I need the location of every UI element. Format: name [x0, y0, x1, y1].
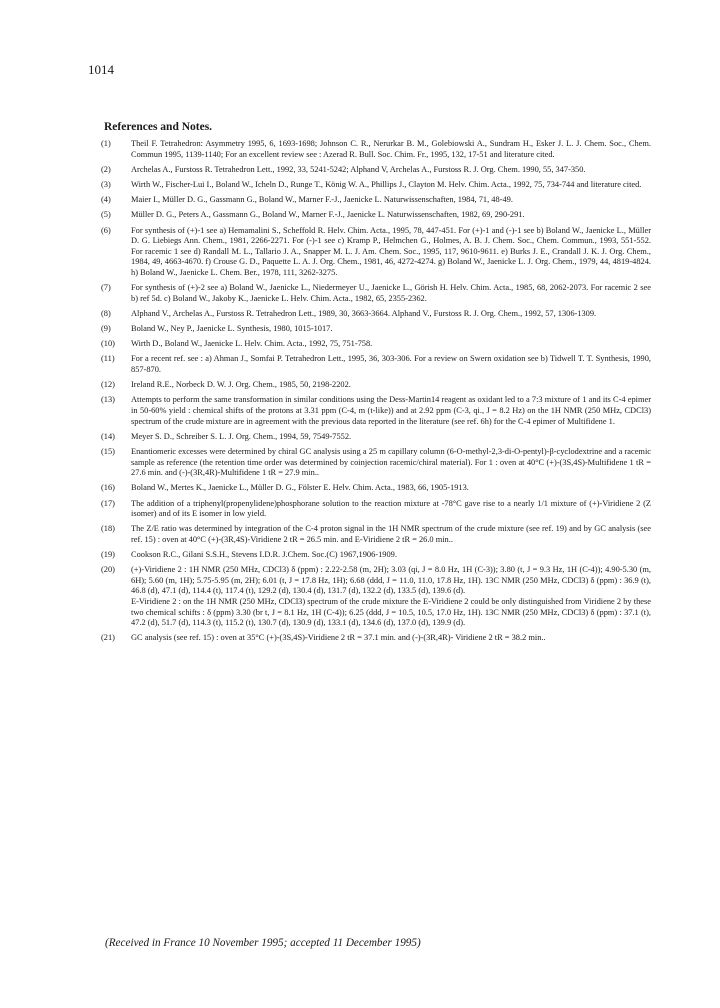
reference-item: [101, 339, 651, 350]
reference-text: The addition of a triphenyl(propenylidene)phosphorane solution to the reaction mixture at -78°C gave rise to a nearly 1/1 mixture of (+)-Viridiene 2 (Z isomer) and of its E isomer in low yield.: [131, 498, 651, 519]
reference-number: (18): [101, 524, 115, 534]
reference-number: (5): [101, 210, 111, 220]
reference-item: [101, 195, 651, 206]
reference-text: Cookson R.C., Gilani S.S.H., Stevens I.D.R. J.Chem. Soc.(C) 1967,1906-1909.: [131, 550, 397, 560]
reference-item: [101, 180, 651, 191]
reference-text: Boland W., Ney P., Jaenicke L. Synthesis, 1980, 1015-1017.: [131, 324, 333, 334]
reference-item: [101, 380, 651, 391]
reference-item: [101, 499, 651, 520]
references-heading: References and Notes.: [104, 121, 213, 133]
reference-item: [101, 524, 651, 545]
reference-text: Boland W., Mertes K., Jaenicke L., Müller D. G., Fölster E. Helv. Chim. Acta., 1983, 66, 1905-1913.: [131, 483, 469, 493]
reference-text: Ireland R.E., Norbeck D. W. J. Org. Chem., 1985, 50, 2198-2202.: [131, 380, 351, 390]
reference-item: [101, 432, 651, 443]
reference-number: (3): [101, 179, 111, 189]
reference-list: [101, 139, 651, 649]
reference-number: (20): [101, 565, 115, 575]
reference-item: [101, 324, 651, 335]
reference-item: [101, 309, 651, 320]
reference-text: Maier I., Müller D. G., Gassmann G., Boland W., Marner F.-J., Jaenicke L. Naturwissenschaften, 1984, 71, 48-49.: [131, 195, 513, 205]
reference-number: (11): [101, 354, 115, 364]
reference-item: [101, 483, 651, 494]
reference-number: (8): [101, 308, 111, 318]
reference-item: [101, 210, 651, 221]
reference-text: Wirth D., Boland W., Jaenicke L. Helv. Chim. Acta., 1992, 75, 751-758.: [131, 339, 373, 349]
reference-number: (15): [101, 446, 115, 456]
reference-text: Attempts to perform the same transformation in similar conditions using the Dess-Martin14 reagent as oxidant led to a 7:3 mixture of 1 and its C-4 epimer in 50-60% yield : chemical shifts of the protons at 3.31 ppm (C-4, m (t-like)) and at 2.92 ppm (C-3, qi., J = 8.2 Hz) on the 1H NMR (250 MHz, CDCl3) spectrum of the crude mixture are in agreement with the previous data reported in the literature (see ref. 6h) for the C-4 epimer of Multifidene 1.: [131, 395, 651, 426]
reference-number: (19): [101, 550, 115, 560]
page-number: 1014: [88, 62, 114, 77]
reference-item: [101, 550, 651, 561]
reference-number: (1): [101, 139, 111, 148]
reference-text: GC analysis (see ref. 15) : oven at 35°C (+)-(3S,4S)-Viridiene 2 tR = 37.1 min. and (-)-(3R,4R)- Viridiene 2 tR = 38.2 min..: [131, 633, 546, 643]
reference-text: For synthesis of (+)-1 see a) Hemamalini S., Scheffold R. Helv. Chim. Acta., 1995, 78, 447-451. For (+)-1 and (-)-1 see b) Boland W., Jaenicke L., Müller D. G. Liebiegs Ann. Chem., 1981, 2266-2271. For (-)-1 see c) Kramp P., Helmchen G., Holmes, A. B. J. Chem. Soc., Chem. Commun., 1993, 551-552. For racemic 1 see d) Randall M. L., Tallario J. A., Snapper M. L. J. Am. Chem. Soc., 1995, 117, 9610-9611. e) Burks J. E., Crandall J. K. J. Org. Chem., 1984, 49, 4663-4670. f) Crouse G. D., Paquette L. A. J. Org. Chem., 1981, 46, 4272-4274. g) Boland W., Jaenicke L. J. Org. Chem., 1979, 44, 4819-4824. h) Boland W., Jaenicke L. Chem. Ber., 1978, 111, 3262-3275.: [131, 225, 651, 277]
reference-item: [101, 395, 651, 427]
reference-number: (21): [101, 633, 115, 643]
reference-text: Müller D. G., Peters A., Gassmann G., Boland W., Marner F.-J., Jaenicke L. Naturwissenschaften, 1982, 69, 290-291.: [131, 210, 525, 220]
reference-item: [101, 565, 651, 629]
reference-text: For synthesis of (+)-2 see a) Boland W., Jaenicke L., Niedermeyer U., Jaenicke L., Görish H. Helv. Chim. Acta., 1985, 68, 2062-2073. For racemic 2 see b) ref 5d. c) Boland W., Jakoby K., Jaenicke L. Helv. Chim. Acta., 1982, 65, 2355-2362.: [131, 283, 651, 303]
reference-text: Enantiomeric excesses were determined by chiral GC analysis using a 25 m capillary column (6-O-methyl-2,3-di-O-pentyl)-β-cyclodextrine and a racemic sample as reference (the retention time order was determined by coinjection racemic/chiral material). For 1 : oven at 40°C (+)-(3S,4S)-Multifidene 1 tR = 27.6 min. and (-)-(3R,4R)-Multifidene 1 tR = 27.9 min..: [131, 446, 651, 478]
reference-item: [101, 447, 651, 479]
reference-item: [101, 354, 651, 375]
reference-number: (10): [101, 339, 115, 349]
reference-number: (7): [101, 283, 111, 293]
reference-item: [101, 226, 651, 279]
reference-number: (2): [101, 164, 111, 174]
reference-text: For a recent ref. see : a) Ahman J., Somfai P. Tetrahedron Lett., 1995, 36, 303-306. For a review on Swern oxidation see b) Tidwell T. T. Synthesis, 1990, 857-870.: [131, 354, 651, 375]
reference-number: (4): [101, 195, 111, 205]
reference-text: Alphand V., Archelas A., Furstoss R. Tetrahedron Lett., 1989, 30, 3663-3664. Alphand V., Furstoss R. J. Org. Chem., 1992, 57, 1306-1309.: [131, 308, 597, 318]
reference-number: (12): [101, 380, 115, 390]
reference-number: (17): [101, 498, 115, 508]
reference-text: Theil F. Tetrahedron: Asymmetry 1995, 6, 1693-1698; Johnson C. R., Nerurkar B. M., Golebiowski A., Sundram H., Esker J. L. J. Chem. Soc., Chem. Commun 1995, 1139-1140; For an excellent review see : Azerad R. Bull. Soc. Chim. Fr., 1995, 132, 17-51 and literature cited.: [131, 139, 651, 159]
reference-text: The Z/E ratio was determined by integration of the C-4 proton signal in the 1H NMR spectrum of the crude mixture (see ref. 19) and by GC analysis (see ref. 15) : oven at 40°C (+)-(3R,4S)-Viridiene 2 tR = 26.5 min. and E-Viridiene 2 tR = 26.0 min..: [131, 524, 651, 544]
reference-number: (9): [101, 324, 111, 334]
received-note: (Received in France 10 November 1995; accepted 11 December 1995): [105, 937, 421, 949]
reference-number: (14): [101, 431, 115, 441]
reference-number: (16): [101, 483, 115, 493]
reference-item: [101, 165, 651, 176]
reference-text: E-Viridiene 2 : on the 1H NMR (250 MHz, CDCl3) spectrum of the crude mixture the E-Viridiene 2 could be only distinguished from Viridiene 2 by these two chemical schifts : δ (ppm) 3.30 (br t, J = 8.1 Hz, 1H (C-4)); 6.25 (ddd, J = 10.5, 10.5, 17.0 Hz, 1H). 13C NMR (250 MHz, CDCl3) δ (ppm) : 37.1 (t), 47.2 (d), 51.7 (d), 114.3 (t), 115.2 (t), 130.7 (d), 130.9 (d), 133.1 (d), 134.6 (d), 137.0 (d), 139.9 (d).: [131, 597, 651, 628]
reference-item: [101, 139, 651, 160]
reference-text: Archelas A., Furstoss R. Tetrahedron Lett., 1992, 33, 5241-5242; Alphand V, Archelas A., Furstoss R. J. Org. Chem. 1990, 55, 347-350.: [131, 164, 586, 174]
reference-item: [101, 283, 651, 304]
reference-number: (6): [101, 225, 111, 235]
reference-number: (13): [101, 395, 115, 405]
reference-item: [101, 633, 651, 644]
reference-text: Wirth W., Fischer-Lui I., Boland W., Icheln D., Runge T., König W. A., Phillips J., Clayton M. Helv. Chim. Acta., 1992, 75, 734-744 and literature cited.: [131, 179, 642, 189]
reference-text: Meyer S. D., Schreiber S. L. J. Org. Chem., 1994, 59, 7549-7552.: [131, 431, 352, 441]
reference-text: (+)-Viridiene 2 : 1H NMR (250 MHz, CDCl3) δ (ppm) : 2.22-2.58 (m, 2H); 3.03 (qi, J = 8.0 Hz, 1H (C-3)); 3.80 (t, J = 9.3 Hz, 1H (C-4)); 4.90-5.30 (m, 6H); 5.60 (m, 1H); 5.75-5.95 (m, 2H); 6.01 (t, J = 17.8 Hz, 1H); 6.68 (ddd, J = 11.0, 11.0, 17.8 Hz, 1H). 13C NMR (250 MHz, CDCl3) δ (ppm) : 36.9 (t), 46.8 (d), 47.1 (d), 114.4 (t), 117.4 (t), 129.2 (d), 130.4 (d), 131.7 (d), 132.2 (d), 133.5 (d), 139.6 (d).: [131, 565, 651, 596]
